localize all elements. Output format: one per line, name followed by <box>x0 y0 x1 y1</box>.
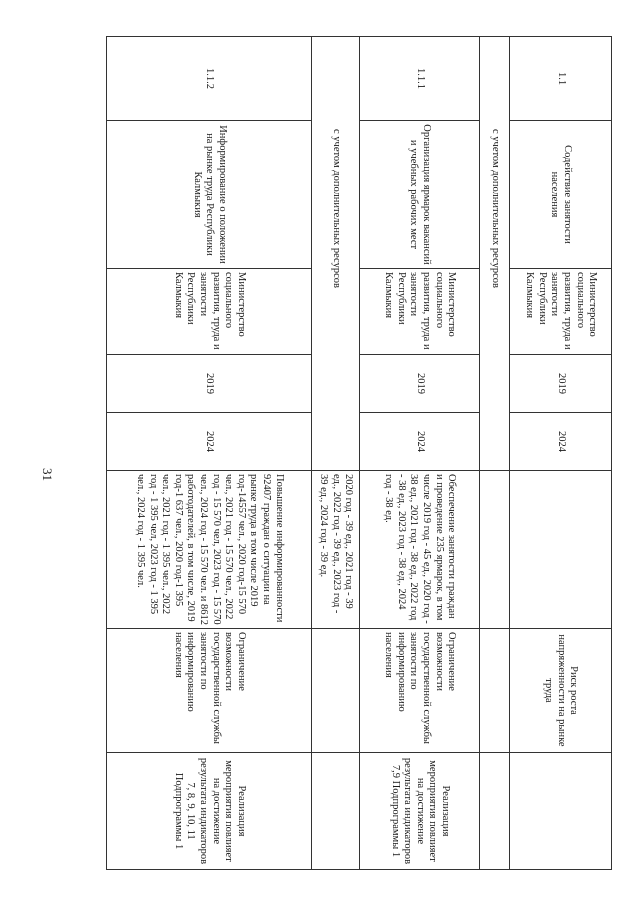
activities-table <box>106 36 612 870</box>
cell-executor: Министерство социального развития, труда и занятости Республики Калмыкия <box>510 269 612 355</box>
cell-end-year: 2024 <box>510 413 612 471</box>
cell-activity-name: Информирование о положении на рынке труда Республики Калмыкия <box>107 121 312 269</box>
cell-additional-resources: с учетом дополнительных ресурсов <box>480 37 510 471</box>
cell-indicators <box>312 753 360 870</box>
rotated-table-wrapper <box>107 36 612 869</box>
cell-indicators <box>480 753 510 870</box>
cell-risk <box>480 629 510 753</box>
cell-risk <box>312 629 360 753</box>
cell-start-year: 2019 <box>107 355 312 413</box>
cell-executor: Министерство социального развития, труда и занятости Республики Калмыкия <box>107 269 312 355</box>
cell-result: 2020 год - 39 ед., 2021 год - 39 ед., 2022 год - 39 ед., 2023 год - 39 ед., 2024 год - 39 ед. <box>312 471 360 629</box>
cell-start-year: 2019 <box>360 355 480 413</box>
cell-end-year: 2024 <box>360 413 480 471</box>
cell-number: 1.1.1 <box>360 37 480 121</box>
cell-indicators <box>510 753 612 870</box>
table-row <box>360 37 480 870</box>
cell-indicators: Реализация мероприятия повлияет на достижение результата индикаторов 7,9 Подпрограммы 1 <box>360 753 480 870</box>
cell-executor: Министерство социального развития, труда и занятости Республики Калмыкия <box>360 269 480 355</box>
cell-result <box>510 471 612 629</box>
cell-end-year: 2024 <box>107 413 312 471</box>
cell-risk: Риск роста напряженности на рынке труда <box>510 629 612 753</box>
table-row <box>312 37 360 870</box>
page-number: 31 <box>40 468 55 481</box>
cell-risk: Ограничение возможности государственной службы занятости по информированию населения <box>107 629 312 753</box>
cell-activity-name: Содействие занятости населения <box>510 121 612 269</box>
table-row <box>107 37 312 870</box>
table-row <box>510 37 612 870</box>
cell-activity-name: Организация ярмарок вакансий и учебных рабочих мест <box>360 121 480 269</box>
table-row <box>480 37 510 870</box>
cell-result <box>480 471 510 629</box>
cell-result: Повышение информированности 92407 граждан о ситуации на рынке труда в том числе 2019 год-14557 чел., 2020 год-15 570 чел., 2021 год - 15 570 чел., 2022 год - 15 570 чел, 2023 год - 15 570 чел., 2024 год - 15 570 чел. и 8612 работодателей, в том числе, 2019 год-1 637 чел., 2020 год-1 395 чел., 2021 год - 1 395 чел., 2022 год - 1 395 чел, 2023 год - 1 395 чел., 2024 год - 1 395 чел. <box>107 471 312 629</box>
cell-risk: Ограничение возможности государственной службы занятости по информированию населения <box>360 629 480 753</box>
cell-number: 1.1.2 <box>107 37 312 121</box>
cell-start-year: 2019 <box>510 355 612 413</box>
cell-additional-resources: с учетом дополнительных ресурсов <box>312 37 360 471</box>
cell-number: 1.1 <box>510 37 612 121</box>
cell-indicators: Реализация мероприятия повлияет на достижение результата индикаторов 7, 8, 9, 10, 11 Подпрограммы 1 <box>107 753 312 870</box>
cell-result: Обеспечение занятости граждан и проведение 235 ярмарок, в том числе 2019 год - 45 ед., 2020 год - 38 ед., 2021 год - 38 ед., 2022 год - 38 ед., 2023 год - 38 ед., 2024 год - 38 ед. <box>360 471 480 629</box>
